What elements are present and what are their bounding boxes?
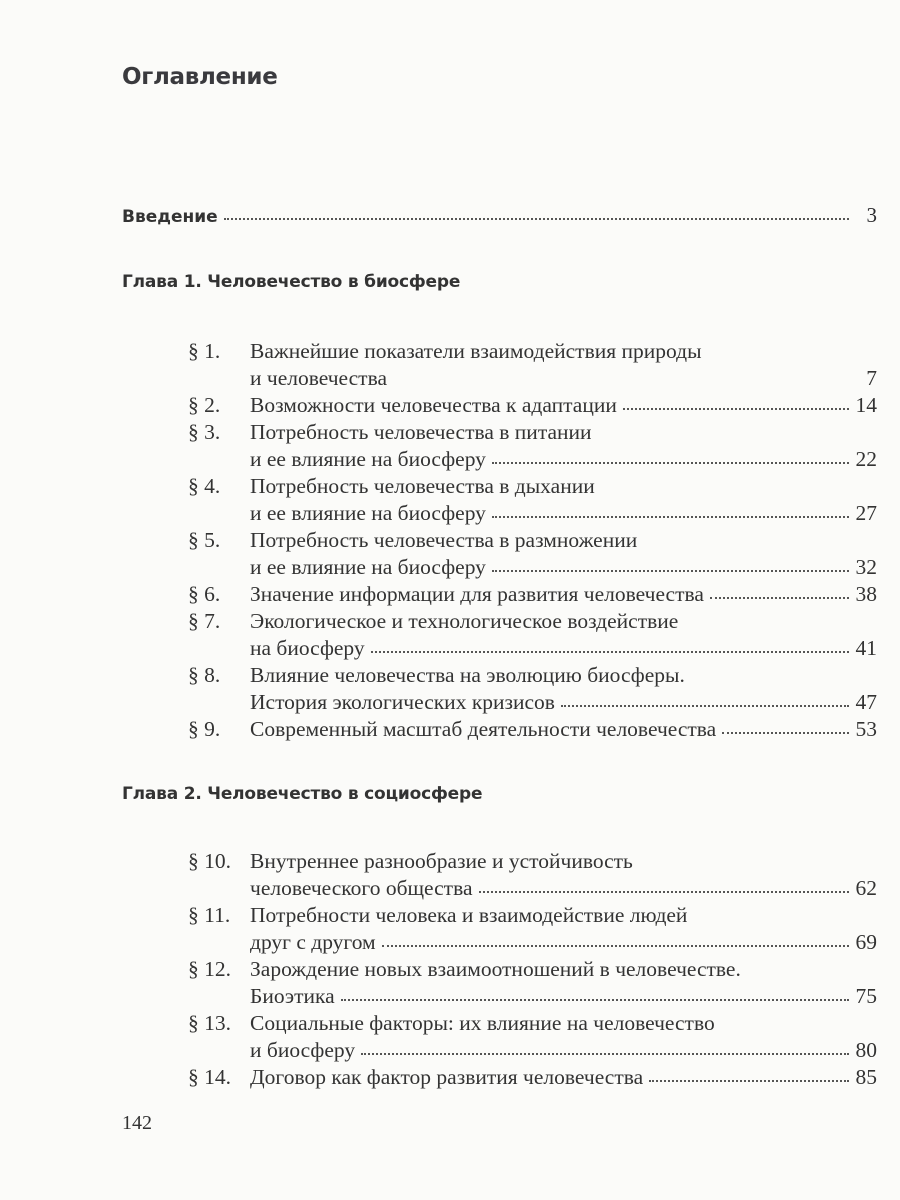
section-number: § 9. <box>188 717 221 741</box>
dot-leader <box>371 651 849 653</box>
section-number: § 11. <box>188 903 231 927</box>
chapter-1-list <box>188 338 877 743</box>
dot-leader <box>492 516 849 518</box>
section-title: и человечества <box>250 366 387 390</box>
section-number: § 14. <box>188 1065 231 1089</box>
page-number: 7 <box>866 366 877 390</box>
section-title: Современный масштаб деятельности человечества <box>250 717 717 741</box>
section-title: человеческого общества <box>250 876 473 900</box>
section-title: и биосферу <box>250 1038 356 1062</box>
section-number: § 7. <box>188 609 221 633</box>
dot-leader <box>341 999 849 1001</box>
toc-entry-introduction[interactable] <box>122 203 877 228</box>
section-title: и ее влияние на биосферу <box>250 501 486 525</box>
dot-leader <box>492 462 849 464</box>
dot-leader <box>623 408 849 410</box>
section-title: и ее влияние на биосферу <box>250 447 486 471</box>
page-number: 75 <box>855 984 877 1008</box>
dot-leader <box>649 1080 849 1082</box>
section-number: § 8. <box>188 663 221 687</box>
page-number: 53 <box>855 717 877 741</box>
section-title: Значение информации для развития человечества <box>250 582 704 606</box>
toc-entry[interactable] <box>188 716 877 743</box>
section-number: § 12. <box>188 957 231 981</box>
dot-leader <box>224 218 849 220</box>
section-title: Договор как фактор развития человечества <box>250 1065 644 1089</box>
chapter-2-heading: Глава 2. Человечество в социосфере <box>122 784 483 804</box>
dot-leader <box>722 732 849 734</box>
section-title: Экологическое и технологическое воздействие <box>250 609 679 633</box>
section-title: Потребность человечества в размножении <box>250 528 638 552</box>
section-number: § 3. <box>188 420 221 444</box>
page-number: 47 <box>855 690 877 714</box>
section-title: Зарождение новых взаимоотношений в человечестве. <box>250 957 741 981</box>
toc-entry[interactable] <box>188 473 877 527</box>
dot-leader <box>561 705 849 707</box>
dot-leader <box>361 1053 849 1055</box>
dot-leader <box>382 945 849 947</box>
dot-leader <box>710 597 849 599</box>
toc-entry[interactable] <box>188 956 877 1010</box>
section-number: § 2. <box>188 393 221 417</box>
page-number: 85 <box>855 1065 877 1089</box>
section-title: друг с другом <box>250 930 376 954</box>
toc-entry[interactable] <box>188 527 877 581</box>
page-number: 62 <box>855 876 877 900</box>
page-folio: 142 <box>122 1112 152 1134</box>
section-title: Потребность человечества в дыхании <box>250 474 595 498</box>
page-number: 22 <box>855 447 877 471</box>
page-number: 38 <box>855 582 877 606</box>
section-number: § 5. <box>188 528 221 552</box>
toc-entry[interactable] <box>188 419 877 473</box>
toc-entry[interactable] <box>188 392 877 419</box>
section-title: Важнейшие показатели взаимодействия природы <box>250 339 702 363</box>
page-number: 3 <box>866 203 877 227</box>
page-number: 32 <box>855 555 877 579</box>
toc-entry[interactable] <box>188 1010 877 1064</box>
page-number: 14 <box>855 393 877 417</box>
toc-entry[interactable] <box>188 608 877 662</box>
page-number: 80 <box>855 1038 877 1062</box>
section-title: Биоэтика <box>250 984 335 1008</box>
toc-entry[interactable] <box>188 1064 877 1091</box>
section-title: Социальные факторы: их влияние на человечество <box>250 1011 715 1035</box>
section-number: § 10. <box>188 849 231 873</box>
page-number: 69 <box>855 930 877 954</box>
page-title: Оглавление <box>122 64 278 90</box>
section-title: Внутреннее разнообразие и устойчивость <box>250 849 633 873</box>
toc-entry[interactable] <box>188 581 877 608</box>
section-number: § 6. <box>188 582 221 606</box>
toc-entry[interactable] <box>188 848 877 902</box>
section-number: § 1. <box>188 339 221 363</box>
dot-leader <box>479 891 850 893</box>
section-title: и ее влияние на биосферу <box>250 555 486 579</box>
section-number: § 4. <box>188 474 221 498</box>
toc-entry[interactable] <box>188 662 877 716</box>
section-number: § 13. <box>188 1011 231 1035</box>
page-number: 27 <box>855 501 877 525</box>
toc-entry[interactable] <box>188 902 877 956</box>
section-title: Влияние человечества на эволюцию биосферы. <box>250 663 685 687</box>
introduction-label: Введение <box>122 207 218 227</box>
section-title: Возможности человечества к адаптации <box>250 393 617 417</box>
page-number: 41 <box>855 636 877 660</box>
section-title: Потребности человека и взаимодействие людей <box>250 903 688 927</box>
section-title: на биосферу <box>250 636 365 660</box>
toc-entry[interactable] <box>188 338 877 392</box>
section-title: История экологических кризисов <box>250 690 555 714</box>
section-title: Потребность человечества в питании <box>250 420 592 444</box>
dot-leader <box>492 570 849 572</box>
chapter-1-heading: Глава 1. Человечество в биосфере <box>122 272 461 292</box>
chapter-2-list <box>188 848 877 1091</box>
